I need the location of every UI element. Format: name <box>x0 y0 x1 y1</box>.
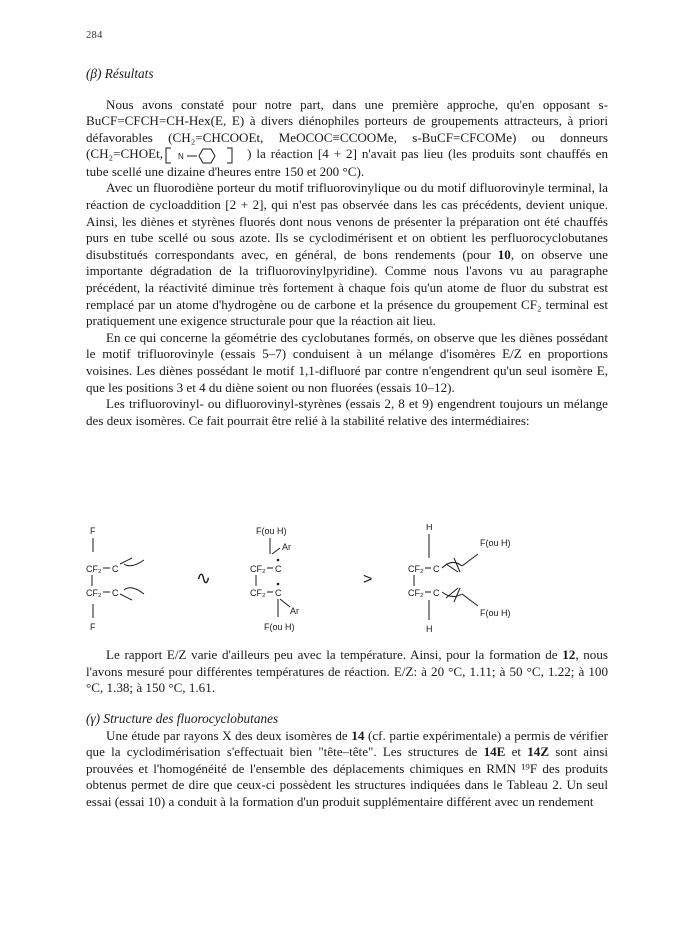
paragraph-ez-ratio-part1: Le rapport E/Z varie d'ailleurs peu avec la température. Ainsi, pour la formation de <box>106 647 563 662</box>
middle-top-f-ou-h-label: F(ou H) <box>256 526 287 536</box>
right-bottom-h-label: H <box>426 624 433 634</box>
middle-c-top-label: C <box>275 564 282 574</box>
paragraph-ez-ratio <box>86 647 608 697</box>
middle-ar-bottom-label: Ar <box>290 606 299 616</box>
paragraph-xray <box>86 728 608 811</box>
middle-cf2-top-label: CF₂ <box>250 564 266 574</box>
middle-ar-top-label: Ar <box>282 542 291 552</box>
right-c-top-label: C <box>433 564 440 574</box>
paragraph-xray-part4: sont ainsi prouvées et l'homogénéité de l'ensemble des déplacements chimiques en RMN ¹⁹F des produits obtenus permet de dire que ceux-ci possèdent les structures indiquées dans le Tableau 2. Un seul essai (essai 10) a conduit à la formation d'un produit supplémentaire différent avec un rendement <box>86 744 609 809</box>
paragraph-first-approach-part1: Nous avons constaté pour notre part, dans une première approche, qu'en opposant s-BuCF=CFCH=CH-Hex(E, E) à divers diénophiles porteurs de groupements attracteurs, à priori défavorables (CH₂=CHCOOEt, MeOCOC≡CCOOMe, s-BuCF=CFCOMe) ou donneurs (CH₂=CHOEt, <box>86 96 608 162</box>
right-top-h-label: H <box>426 524 433 532</box>
paragraph-xray-part1: Une étude par rayons X des deux isomères de <box>106 727 352 743</box>
pyrrolidinyl-cyclohexenyl-structure <box>165 147 245 164</box>
left-c-top-label: C <box>112 564 119 574</box>
right-cf2-bottom-label: CF₂ <box>408 588 424 598</box>
section-heading-structure: (γ) Structure des fluorocyclobutanes <box>86 711 279 726</box>
structure-section <box>86 711 608 811</box>
page-number: 284 <box>86 30 103 41</box>
right-c-bottom-label: C <box>433 588 440 598</box>
paragraph-xray-part3: et <box>505 744 528 760</box>
left-cf2-top-label: CF₂ <box>86 564 102 574</box>
paragraph-first-approach-part2: ) la réaction [4 + 2] n'avait pas lieu (les produits sont chauffés en tube scellé une dizaine d'heures entre 150 et 200 °C). <box>86 146 608 179</box>
intermediates-scheme <box>86 524 608 640</box>
section-heading-results: (β) Résultats <box>86 66 154 81</box>
middle-cf2-bottom-label: CF₂ <box>250 588 266 598</box>
compound-ref-14: 14 <box>351 727 365 743</box>
greater-than-symbol: > <box>363 571 373 588</box>
paragraph-geometry: En ce qui concerne la géométrie des cyclobutanes formés, on observe que les diènes possédant le motif trifluorovinyle (essais 5–7) conduisent à un mélange d'isomères E/Z en proportions voisines. Les diènes possédant le motif 1,1-difluoré par contre n'engendrent qu'un seul isomère E, que les positions 3 et 4 du diène soient ou non fluorées (essais 10–12). <box>86 329 608 395</box>
paragraph-styrenes: Les trifluorovinyl- ou difluorovinyl-styrènes (essais 2, 8 et 9) engendrent toujours un mélange des deux isomères. Ce fait pourrait être relié à la stabilité relative des intermédiaires: <box>86 396 608 428</box>
left-top-fluorine-label: F <box>90 526 96 536</box>
left-bottom-fluorine-label: F <box>90 622 96 632</box>
right-bottom-f-ou-h-label: F(ou H) <box>480 608 511 618</box>
ratio-section <box>86 647 608 697</box>
middle-c-bottom-label: C <box>275 588 282 598</box>
paragraph-first-approach <box>86 97 608 181</box>
similar-symbol: ∿ <box>196 568 212 588</box>
paragraph-fluorodiene-part1: Avec un fluorodiène porteur du motif trifluorovinylique ou du motif difluorovinyle terminal, la réaction de cycloaddition [2 + 2], qui n'est pas observée dans les cas précédents, devient unique. Ainsi, les diènes et styrènes fluorés dont nous venons de présenter la préparation ont été chauffés purs en tube scellé ou sous azote. Ils se cyclodimérisent et on obtient les perfluorocyclobutanes disubstitués correspondants avec, en général, de bons rendements (pour <box>86 180 608 262</box>
compound-ref-14z: 14Z <box>527 744 550 760</box>
compound-ref-14e: 14E <box>483 744 506 760</box>
paragraph-xray-part2: (cf. partie expérimentale) a permis de vérifier que la cyclodimérisation s'effectuait bien "tête–tête". Les structures de <box>86 727 608 760</box>
paragraph-ez-ratio-part2: , nous l'avons mesuré pour différentes températures de réaction. E/Z: à 20 °C, 1.11; à 50 °C, 1.22; à 100 °C, 1.38; à 150 °C, 1.61. <box>86 647 608 696</box>
compound-ref-12: 12 <box>562 647 576 662</box>
left-c-bottom-label: C <box>112 588 119 598</box>
paragraph-fluorodiene-part2: , on observe une importante dégradation de la trifluorovinylpyridine). Comme nous l'avons vu au paragraphe précédent, la réactivité diminue très fortement à chaque fois qu'un atome de fluor du substrat est remplacé par un atome d'hydrogène ou de carbone et la présence du groupement CF₂ terminal est pratiquement une exigence structurale pour que la réaction ait lieu. <box>86 246 608 329</box>
middle-bottom-f-ou-h-label: F(ou H) <box>264 622 295 632</box>
right-cf2-top-label: CF₂ <box>408 564 424 574</box>
compound-ref-10: 10 <box>497 246 511 262</box>
right-top-f-ou-h-label: F(ou H) <box>480 538 511 548</box>
paragraph-fluorodiene <box>86 180 608 329</box>
pyrrolidine-n-label: N <box>178 151 184 161</box>
results-section <box>86 66 608 429</box>
left-cf2-bottom-label: CF₂ <box>86 588 102 598</box>
